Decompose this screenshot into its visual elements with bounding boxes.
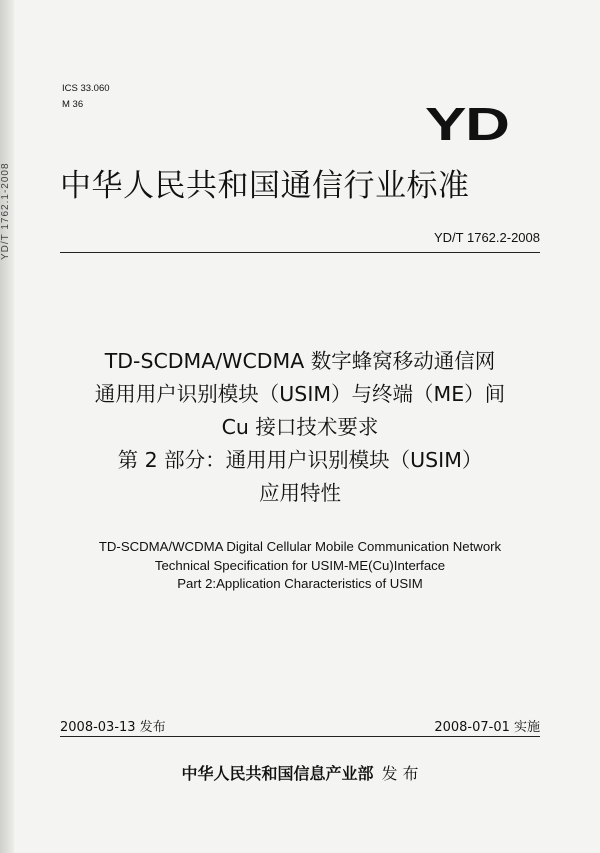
yd-logo: YD [425, 98, 509, 150]
standard-number: YD/T 1762.2-2008 [434, 230, 540, 245]
implementation-date: 2008-07-01 实施 [434, 720, 540, 735]
chinese-title-line: 第 2 部分：通用用户识别模块（USIM） [117, 448, 483, 472]
chinese-title-line: Cu 接口技术要求 [221, 415, 379, 439]
footer-divider [60, 736, 540, 737]
scan-binding-edge [0, 0, 14, 853]
chinese-title-line: 通用用户识别模块（USIM）与终端（ME）间 [94, 382, 506, 406]
chinese-title-line: TD-SCDMA/WCDMA 数字蜂窝移动通信网 [104, 349, 496, 373]
ics-code: ICS 33.060 [62, 83, 110, 94]
english-title-line: TD-SCDMA/WCDMA Digital Cellular Mobile Communication Network [98, 539, 502, 554]
chinese-title-line: 应用特性 [259, 481, 341, 505]
issue-date: 2008-03-13 发布 [60, 720, 166, 735]
english-title [40, 538, 560, 594]
publisher-verb: 发 布 [381, 764, 419, 783]
header-divider [60, 252, 540, 253]
publisher-line [100, 761, 500, 784]
chinese-title [40, 345, 560, 510]
publisher-name: 中华人民共和国信息产业部 [181, 764, 374, 783]
english-title-line: Part 2:Application Characteristics of USIM [177, 576, 423, 591]
standard-name: 中华人民共和国通信行业标准 [60, 168, 470, 204]
english-title-line: Technical Specification for USIM-ME(Cu)Interface [154, 557, 446, 573]
ccs-code: M 36 [62, 99, 84, 110]
side-standard-code: YD/T 1762.1-2008 [0, 162, 11, 260]
